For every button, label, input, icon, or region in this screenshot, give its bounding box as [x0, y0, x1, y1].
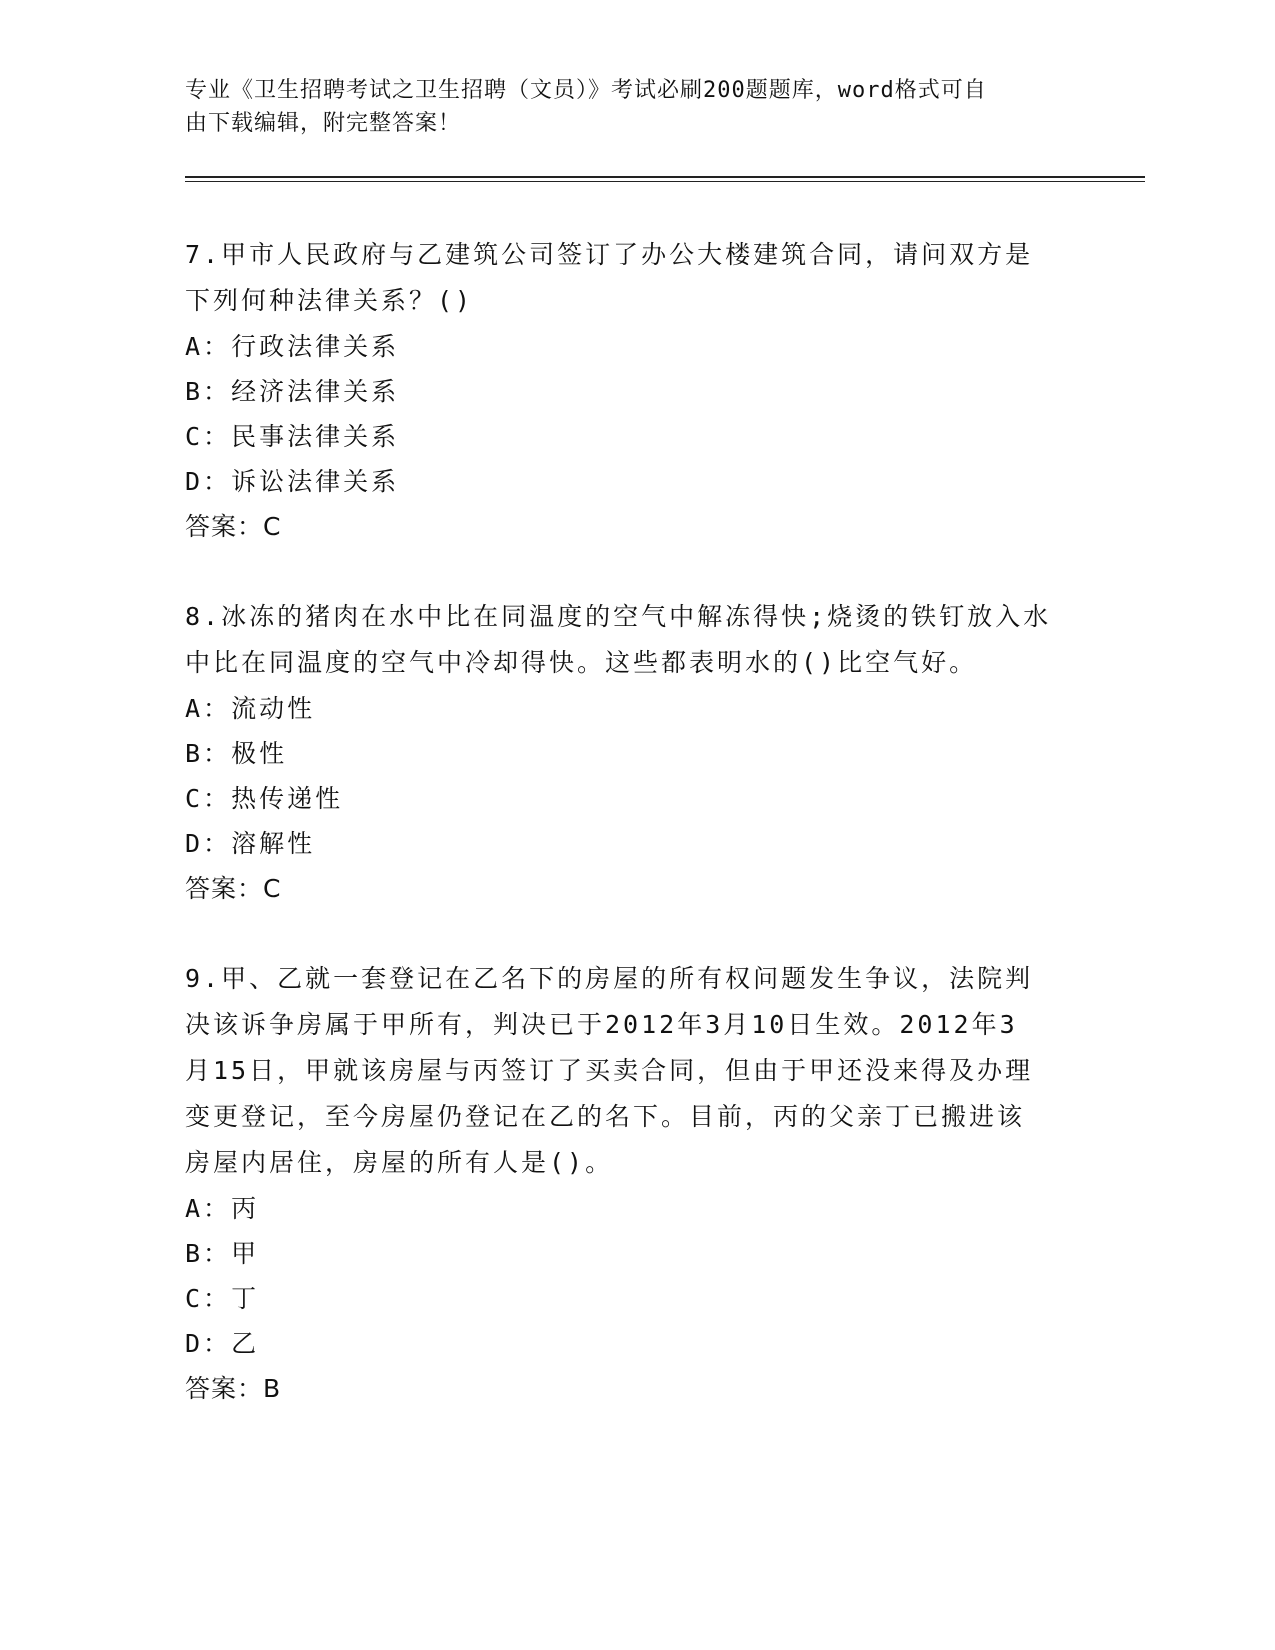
option-text: 诉讼法律关系	[231, 467, 400, 496]
option-text: 丁	[231, 1284, 260, 1313]
option-key: A：	[185, 694, 232, 723]
answer-line: 答案：C	[185, 874, 282, 903]
question-stem-line: 下列何种法律关系？()	[185, 286, 474, 315]
question-stem-line: 中比在同温度的空气中冷却得快。这些都表明水的()比空气好。	[185, 648, 978, 677]
header-line-1: 专业《卫生招聘考试之卫生招聘（文员）》考试必刷200题题库，word格式可自	[185, 78, 987, 103]
option-key: B：	[185, 1239, 232, 1268]
option-key: C：	[185, 1284, 232, 1313]
option-text: 极性	[231, 739, 288, 768]
option-c	[185, 1276, 1070, 1321]
option-key: B：	[185, 377, 232, 406]
question-stem-line: 9.甲、乙就一套登记在乙名下的房屋的所有权问题发生争议，法院判	[185, 964, 1034, 993]
option-d	[185, 821, 1070, 866]
option-key: C：	[185, 784, 232, 813]
header-rule-thin	[185, 181, 1145, 182]
option-key: A：	[185, 332, 232, 361]
option-c	[185, 414, 1070, 459]
question-7	[185, 232, 1070, 550]
option-a	[185, 324, 1070, 369]
answer-line: 答案：B	[185, 1374, 282, 1403]
option-d	[185, 459, 1070, 504]
option-text: 乙	[231, 1329, 260, 1358]
option-text: 民事法律关系	[231, 422, 400, 451]
option-text: 丙	[231, 1194, 260, 1223]
question-stem	[185, 594, 1070, 686]
question-stem-line: 8.冰冻的猪肉在水中比在同温度的空气中解冻得快;烧烫的铁钉放入水	[185, 602, 1052, 631]
question-stem-line: 7.甲市人民政府与乙建筑公司签订了办公大楼建筑合同，请问双方是	[185, 240, 1034, 269]
question-stem-line: 决该诉争房属于甲所有，判决已于2012年3月10日生效。2012年3	[185, 1010, 1018, 1039]
question-stem	[185, 232, 1070, 324]
question-9	[185, 956, 1070, 1412]
option-a	[185, 686, 1070, 731]
question-8	[185, 594, 1070, 912]
option-text: 甲	[231, 1239, 260, 1268]
header-line-2: 由下载编辑，附完整答案！	[185, 111, 462, 136]
option-key: A：	[185, 1194, 232, 1223]
question-stem	[185, 956, 1070, 1186]
option-d	[185, 1321, 1070, 1366]
question-stem-line: 月15日，甲就该房屋与丙签订了买卖合同，但由于甲还没来得及办理	[185, 1056, 1034, 1085]
option-key: D：	[185, 467, 232, 496]
option-a	[185, 1186, 1070, 1231]
question-stem-line: 房屋内居住，房屋的所有人是()。	[185, 1148, 614, 1177]
option-text: 热传递性	[231, 784, 344, 813]
option-text: 溶解性	[231, 829, 316, 858]
option-key: C：	[185, 422, 232, 451]
option-c	[185, 776, 1070, 821]
option-key: D：	[185, 829, 232, 858]
question-stem-line: 变更登记，至今房屋仍登记在乙的名下。目前，丙的父亲丁已搬进该	[185, 1102, 1026, 1131]
option-text: 流动性	[231, 694, 316, 723]
answer-line: 答案：C	[185, 512, 282, 541]
option-text: 经济法律关系	[231, 377, 400, 406]
option-key: B：	[185, 739, 232, 768]
option-b	[185, 1231, 1070, 1276]
option-b	[185, 731, 1070, 776]
header-rule-thick	[185, 176, 1145, 178]
option-b	[185, 369, 1070, 414]
document-header	[185, 74, 1065, 140]
option-key: D：	[185, 1329, 232, 1358]
option-text: 行政法律关系	[231, 332, 400, 361]
